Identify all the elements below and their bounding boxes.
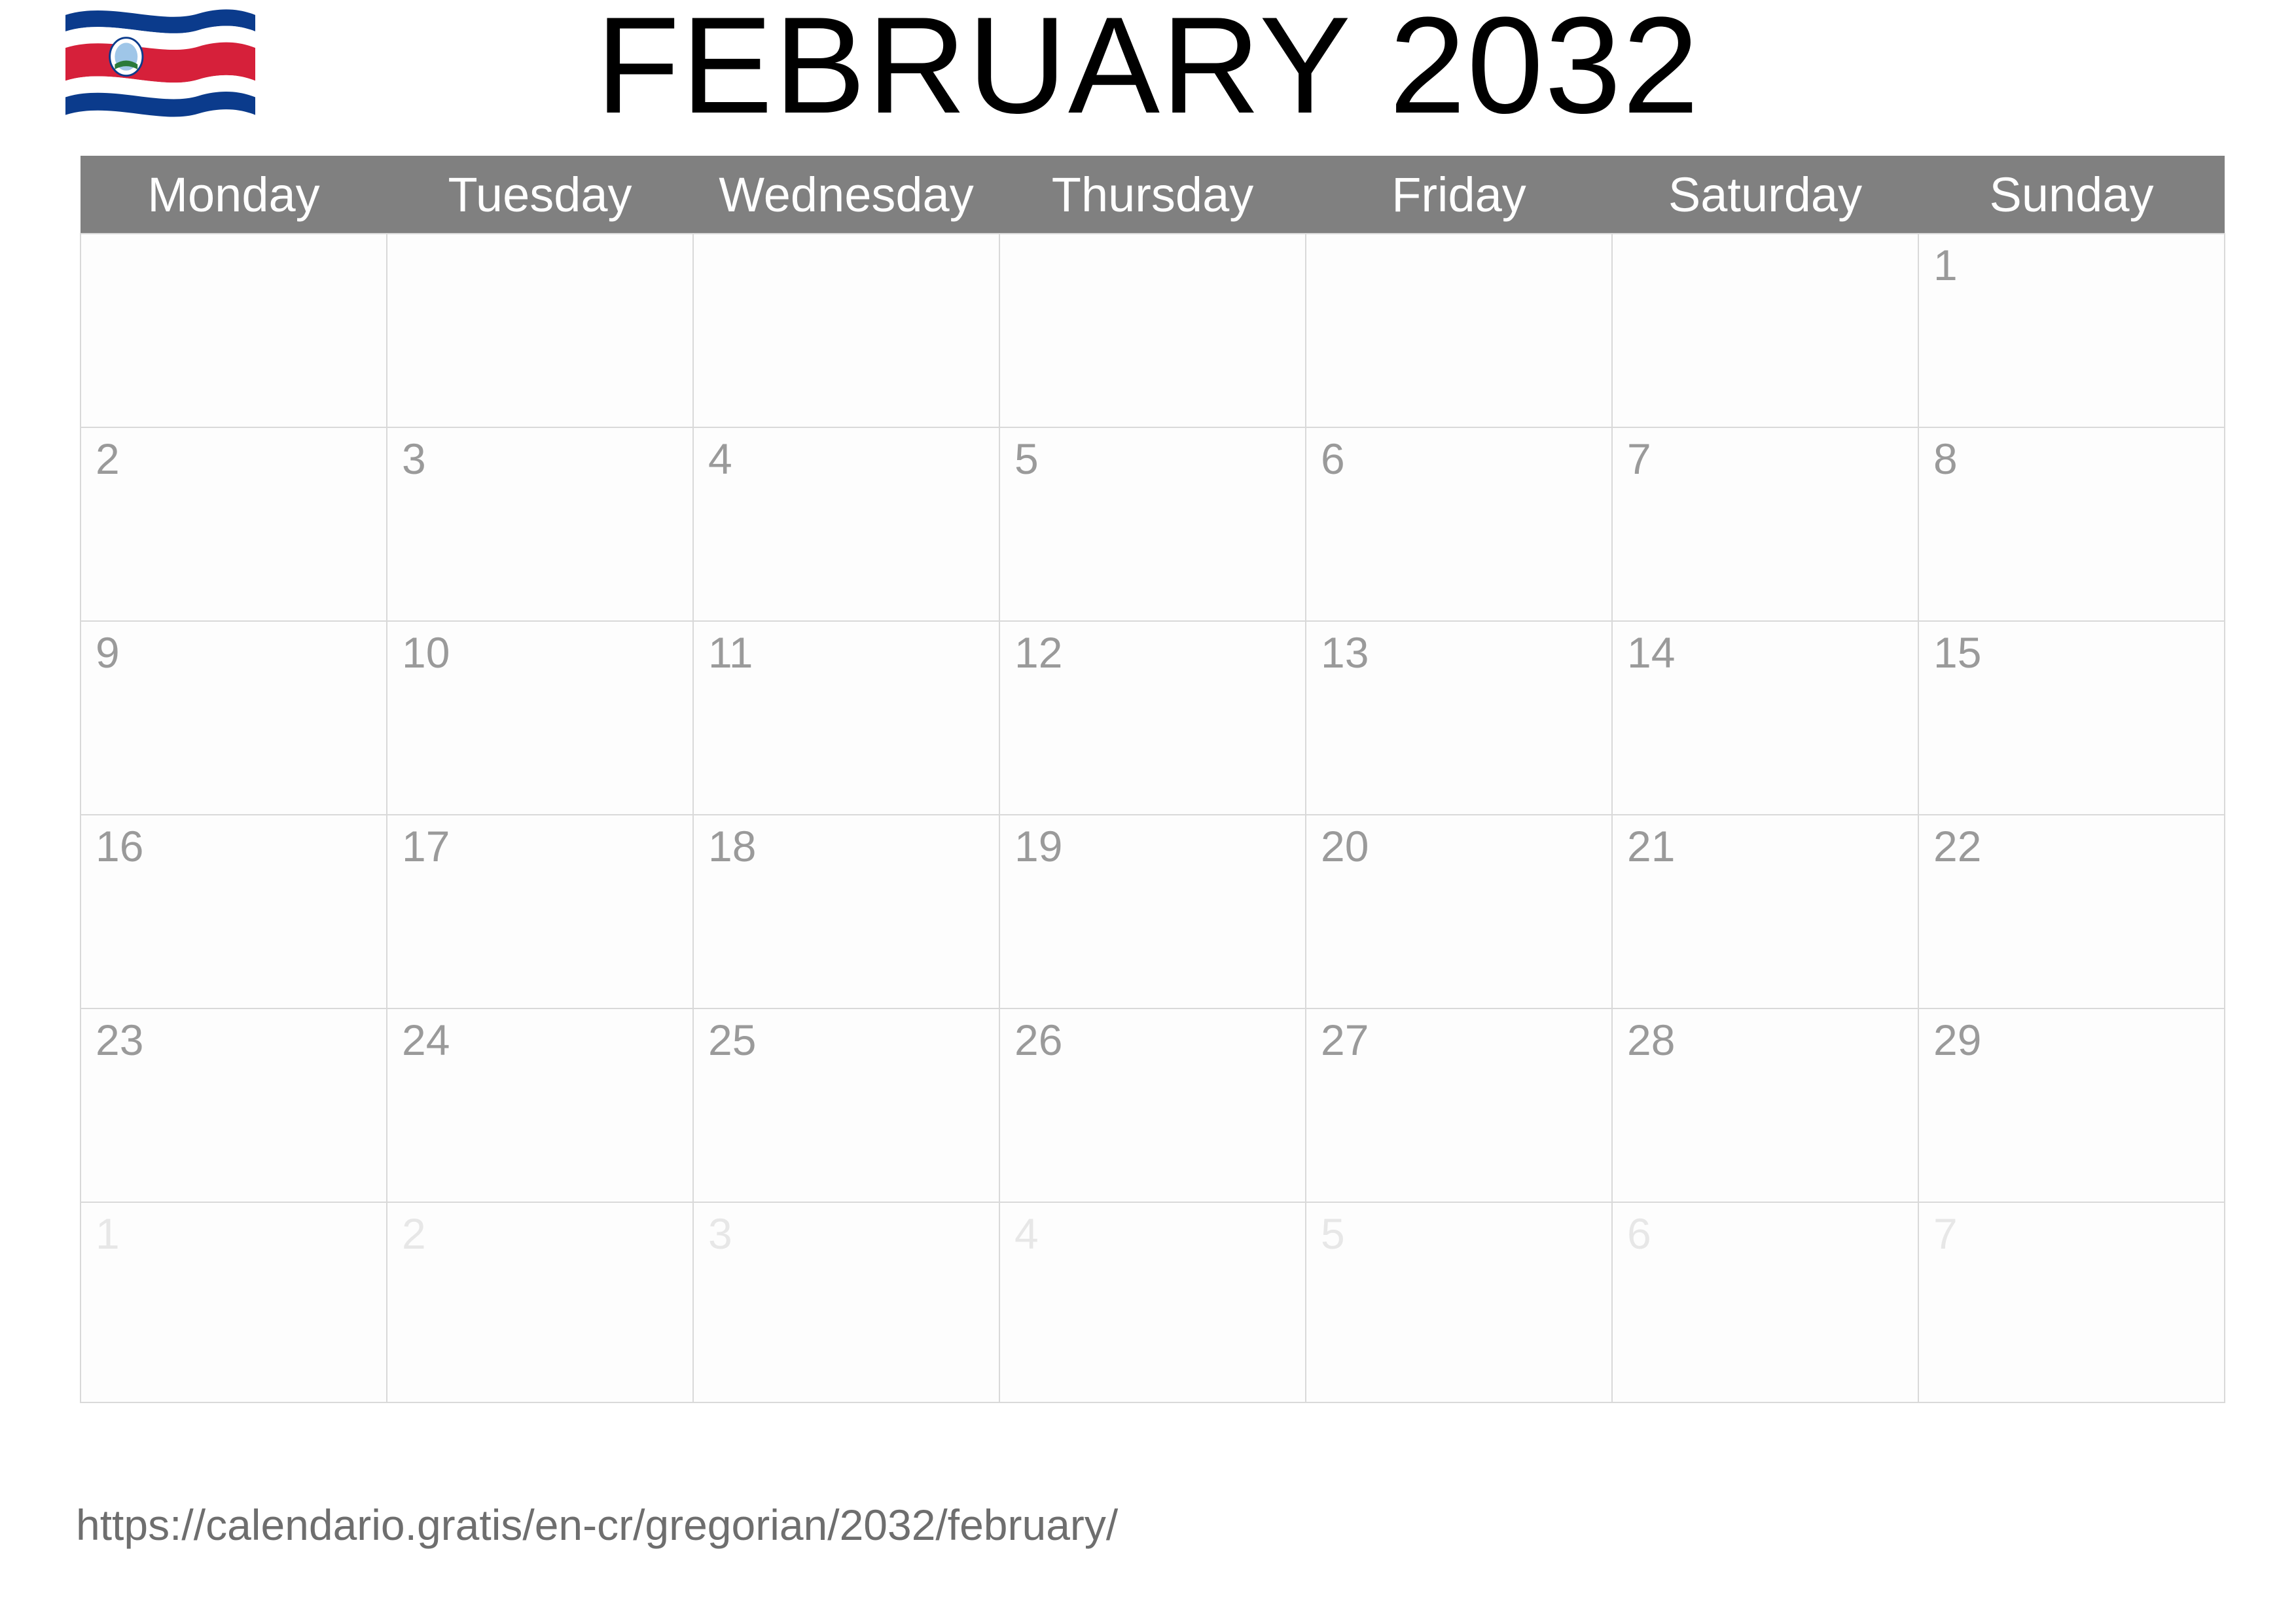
day-cell[interactable] xyxy=(1612,621,1918,815)
weekday-header-row xyxy=(81,156,2225,234)
day-number: 26 xyxy=(1014,1016,1063,1064)
day-cell[interactable] xyxy=(1306,1008,1612,1202)
weekday-header-saturday: Saturday xyxy=(1612,156,1918,234)
day-number: 7 xyxy=(1627,435,1651,483)
day-cell[interactable] xyxy=(693,427,999,621)
day-cell[interactable] xyxy=(693,234,999,427)
day-cell[interactable] xyxy=(387,815,693,1008)
day-cell[interactable] xyxy=(1918,621,2225,815)
day-number: 29 xyxy=(1933,1016,1982,1064)
day-cell[interactable] xyxy=(387,234,693,427)
day-cell[interactable] xyxy=(1612,234,1918,427)
day-number: 27 xyxy=(1321,1016,1369,1064)
day-number: 11 xyxy=(708,628,753,677)
day-cell[interactable] xyxy=(693,621,999,815)
day-cell[interactable] xyxy=(999,1008,1306,1202)
day-number: 4 xyxy=(1014,1209,1039,1258)
page-header xyxy=(0,0,2296,152)
day-cell[interactable] xyxy=(81,1202,387,1402)
day-cell[interactable] xyxy=(1918,1202,2225,1402)
day-cell[interactable] xyxy=(693,1202,999,1402)
day-cell[interactable] xyxy=(1306,427,1612,621)
day-cell[interactable] xyxy=(999,427,1306,621)
day-cell[interactable] xyxy=(81,621,387,815)
day-number: 6 xyxy=(1627,1209,1651,1258)
day-cell[interactable] xyxy=(1306,1202,1612,1402)
day-cell[interactable] xyxy=(1612,815,1918,1008)
day-cell[interactable] xyxy=(387,621,693,815)
calendar-week-row xyxy=(81,1008,2225,1202)
day-cell[interactable] xyxy=(1918,815,2225,1008)
day-number: 5 xyxy=(1014,435,1039,483)
day-number: 4 xyxy=(708,435,732,483)
day-number: 1 xyxy=(1933,241,1958,289)
calendar-week-row xyxy=(81,234,2225,427)
day-number: 3 xyxy=(708,1209,732,1258)
day-number: 12 xyxy=(1014,628,1063,677)
day-cell[interactable] xyxy=(387,1202,693,1402)
day-number: 7 xyxy=(1933,1209,1958,1258)
day-number: 2 xyxy=(96,435,120,483)
day-cell[interactable] xyxy=(1612,1008,1918,1202)
day-number: 20 xyxy=(1321,822,1369,870)
day-number: 1 xyxy=(96,1209,120,1258)
calendar-week-row-next-month xyxy=(81,1202,2225,1402)
day-number: 19 xyxy=(1014,822,1063,870)
day-number: 13 xyxy=(1321,628,1369,677)
day-cell[interactable] xyxy=(693,815,999,1008)
day-cell[interactable] xyxy=(81,1008,387,1202)
day-cell[interactable] xyxy=(1918,1008,2225,1202)
source-url[interactable]: https://calendario.gratis/en-cr/gregorian/2032/february/ xyxy=(76,1501,1119,1549)
day-number: 28 xyxy=(1627,1016,1676,1064)
day-number: 16 xyxy=(96,822,144,870)
day-number: 18 xyxy=(708,822,757,870)
day-cell[interactable] xyxy=(1918,234,2225,427)
calendar-week-row xyxy=(81,621,2225,815)
day-number: 24 xyxy=(402,1016,450,1064)
day-cell[interactable] xyxy=(999,815,1306,1008)
day-cell[interactable] xyxy=(81,815,387,1008)
day-number: 9 xyxy=(96,628,120,677)
day-cell[interactable] xyxy=(81,427,387,621)
day-cell[interactable] xyxy=(387,1008,693,1202)
day-number: 21 xyxy=(1627,822,1676,870)
weekday-header-friday: Friday xyxy=(1306,156,1612,234)
day-number: 5 xyxy=(1321,1209,1345,1258)
day-number: 10 xyxy=(402,628,450,677)
page-title: FEBRUARY 2032 xyxy=(596,0,1700,142)
day-cell[interactable] xyxy=(693,1008,999,1202)
weekday-header-monday: Monday xyxy=(81,156,387,234)
day-number: 8 xyxy=(1933,435,1958,483)
day-number: 6 xyxy=(1321,435,1345,483)
day-cell[interactable] xyxy=(81,234,387,427)
weekday-header-wednesday: Wednesday xyxy=(693,156,999,234)
day-number: 25 xyxy=(708,1016,757,1064)
day-number: 3 xyxy=(402,435,426,483)
day-cell[interactable] xyxy=(1918,427,2225,621)
day-number: 23 xyxy=(96,1016,144,1064)
day-cell[interactable] xyxy=(999,1202,1306,1402)
weekday-header-tuesday: Tuesday xyxy=(387,156,693,234)
day-cell[interactable] xyxy=(1306,621,1612,815)
day-cell[interactable] xyxy=(999,621,1306,815)
day-number: 2 xyxy=(402,1209,426,1258)
day-number: 14 xyxy=(1627,628,1676,677)
weekday-header-thursday: Thursday xyxy=(999,156,1306,234)
day-cell[interactable] xyxy=(1612,1202,1918,1402)
day-number: 15 xyxy=(1933,628,1982,677)
day-cell[interactable] xyxy=(999,234,1306,427)
calendar-week-row xyxy=(81,427,2225,621)
calendar-week-row xyxy=(81,815,2225,1008)
month-calendar xyxy=(80,156,2225,1403)
day-cell[interactable] xyxy=(1306,815,1612,1008)
weekday-header-sunday: Sunday xyxy=(1918,156,2225,234)
day-number: 22 xyxy=(1933,822,1982,870)
day-cell[interactable] xyxy=(1612,427,1918,621)
day-number: 17 xyxy=(402,822,450,870)
day-cell[interactable] xyxy=(387,427,693,621)
day-cell[interactable] xyxy=(1306,234,1612,427)
